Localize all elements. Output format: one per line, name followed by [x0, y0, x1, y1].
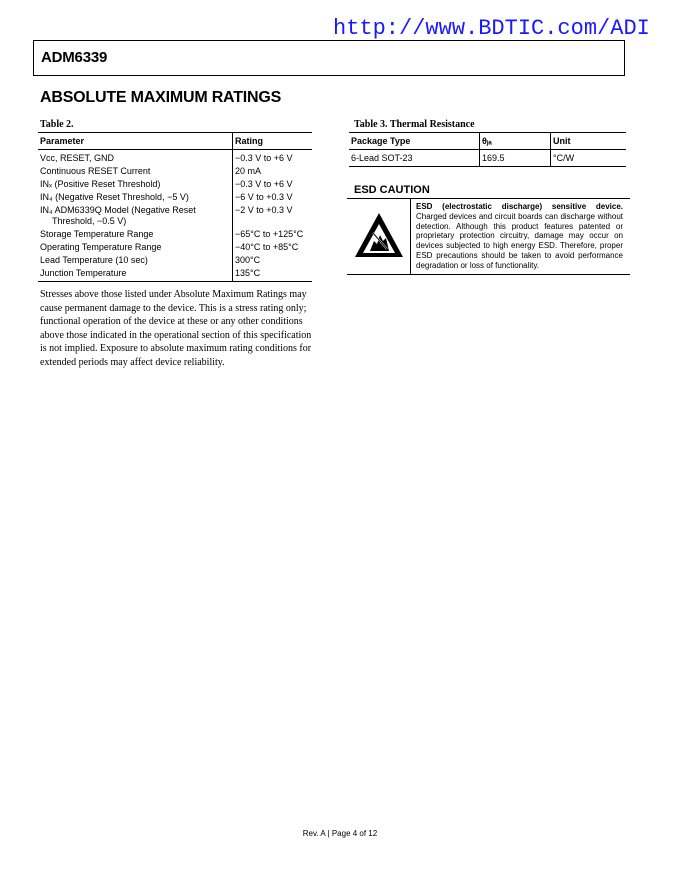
- rating-cell: 300°C: [233, 254, 313, 267]
- esd-warning-icon: [353, 211, 405, 259]
- table2-header-parameter: Parameter: [38, 133, 233, 150]
- table-row: [38, 178, 312, 191]
- parameter-cell: INₓ (Positive Reset Threshold): [40, 179, 161, 189]
- absolute-max-ratings-table: [38, 132, 312, 282]
- table3-header-theta: θⱼₐ: [480, 133, 551, 150]
- esd-lead: ESD (electrostatic discharge) sensitive device.: [416, 202, 623, 211]
- section-title: ABSOLUTE MAXIMUM RATINGS: [40, 89, 282, 106]
- esd-divider: [410, 199, 411, 275]
- parameter-cell: Storage Temperature Range: [40, 229, 154, 239]
- table-row: [38, 165, 312, 178]
- rating-cell: −40°C to +85°C: [233, 241, 313, 254]
- table2-header-rating: Rating: [233, 133, 313, 150]
- table2-caption: Table 2.: [40, 119, 74, 130]
- esd-body: Charged devices and circuit boards can discharge without detection. Although this product features patented or proprietary protection circuitry, damage may occur on devices subjected to high energy ESD. Therefore, proper ESD precautions should be taken to avoid performance degradation or loss of functionality.: [416, 211, 623, 270]
- parameter-cell: [38, 204, 233, 228]
- parameter-cell: Operating Temperature Range: [40, 242, 162, 252]
- table-row: [38, 150, 312, 166]
- esd-description: [416, 202, 623, 271]
- table3-caption: Table 3. Thermal Resistance: [354, 119, 475, 130]
- parameter-cell: Lead Temperature (10 sec): [40, 255, 148, 265]
- parameter-cell: IN₄ (Negative Reset Threshold, −5 V): [40, 192, 189, 202]
- table3-header-unit: Unit: [551, 133, 627, 150]
- page-header: [33, 40, 625, 76]
- table-row: [38, 204, 312, 228]
- parameter-text-continued: Threshold, −0.5 V): [52, 216, 127, 226]
- rating-cell: −6 V to +0.3 V: [233, 191, 313, 204]
- table3-header-package: Package Type: [349, 133, 480, 150]
- rating-cell: −65°C to +125°C: [233, 228, 313, 241]
- table-row: [38, 241, 312, 254]
- esd-caution-box: [347, 198, 630, 275]
- parameter-cell: Vᴄᴄ, RESET, GND: [40, 153, 115, 163]
- stress-note: Stresses above those listed under Absolute Maximum Ratings may cause permanent damage to the device. This is a stress rating only; functional operation of the device at these or any other conditions above those indicated in the operational section of this specification is not implied. Exposure to absolute maximum rating conditions for extended periods may affect device reliability.: [40, 289, 312, 368]
- rating-cell: −0.3 V to +6 V: [233, 150, 313, 166]
- rating-cell: −2 V to +0.3 V: [233, 204, 313, 228]
- rating-cell: 135°C: [233, 267, 313, 282]
- thermal-resistance-table: [349, 132, 626, 167]
- parameter-text: IN₄ ADM6339Q Model (Negative Reset: [40, 205, 196, 215]
- table-row: [38, 254, 312, 267]
- parameter-cell: Junction Temperature: [38, 267, 233, 282]
- table-row: [38, 267, 312, 282]
- rating-cell: 20 mA: [233, 165, 313, 178]
- table-row: [38, 191, 312, 204]
- page-footer: Rev. A | Page 4 of 12: [302, 829, 378, 838]
- parameter-cell: Continuous RESET Current: [40, 166, 151, 176]
- esd-heading: ESD CAUTION: [354, 184, 430, 196]
- unit-cell: °C/W: [551, 150, 627, 167]
- part-number: ADM6339: [41, 49, 108, 66]
- table-row: [38, 228, 312, 241]
- watermark-link[interactable]: http://www.BDTIC.com/ADI: [333, 16, 650, 41]
- table-row: [349, 150, 626, 167]
- theta-cell: 169.5: [480, 150, 551, 167]
- package-cell: 6-Lead SOT-23: [349, 150, 480, 167]
- rating-cell: −0.3 V to +6 V: [233, 178, 313, 191]
